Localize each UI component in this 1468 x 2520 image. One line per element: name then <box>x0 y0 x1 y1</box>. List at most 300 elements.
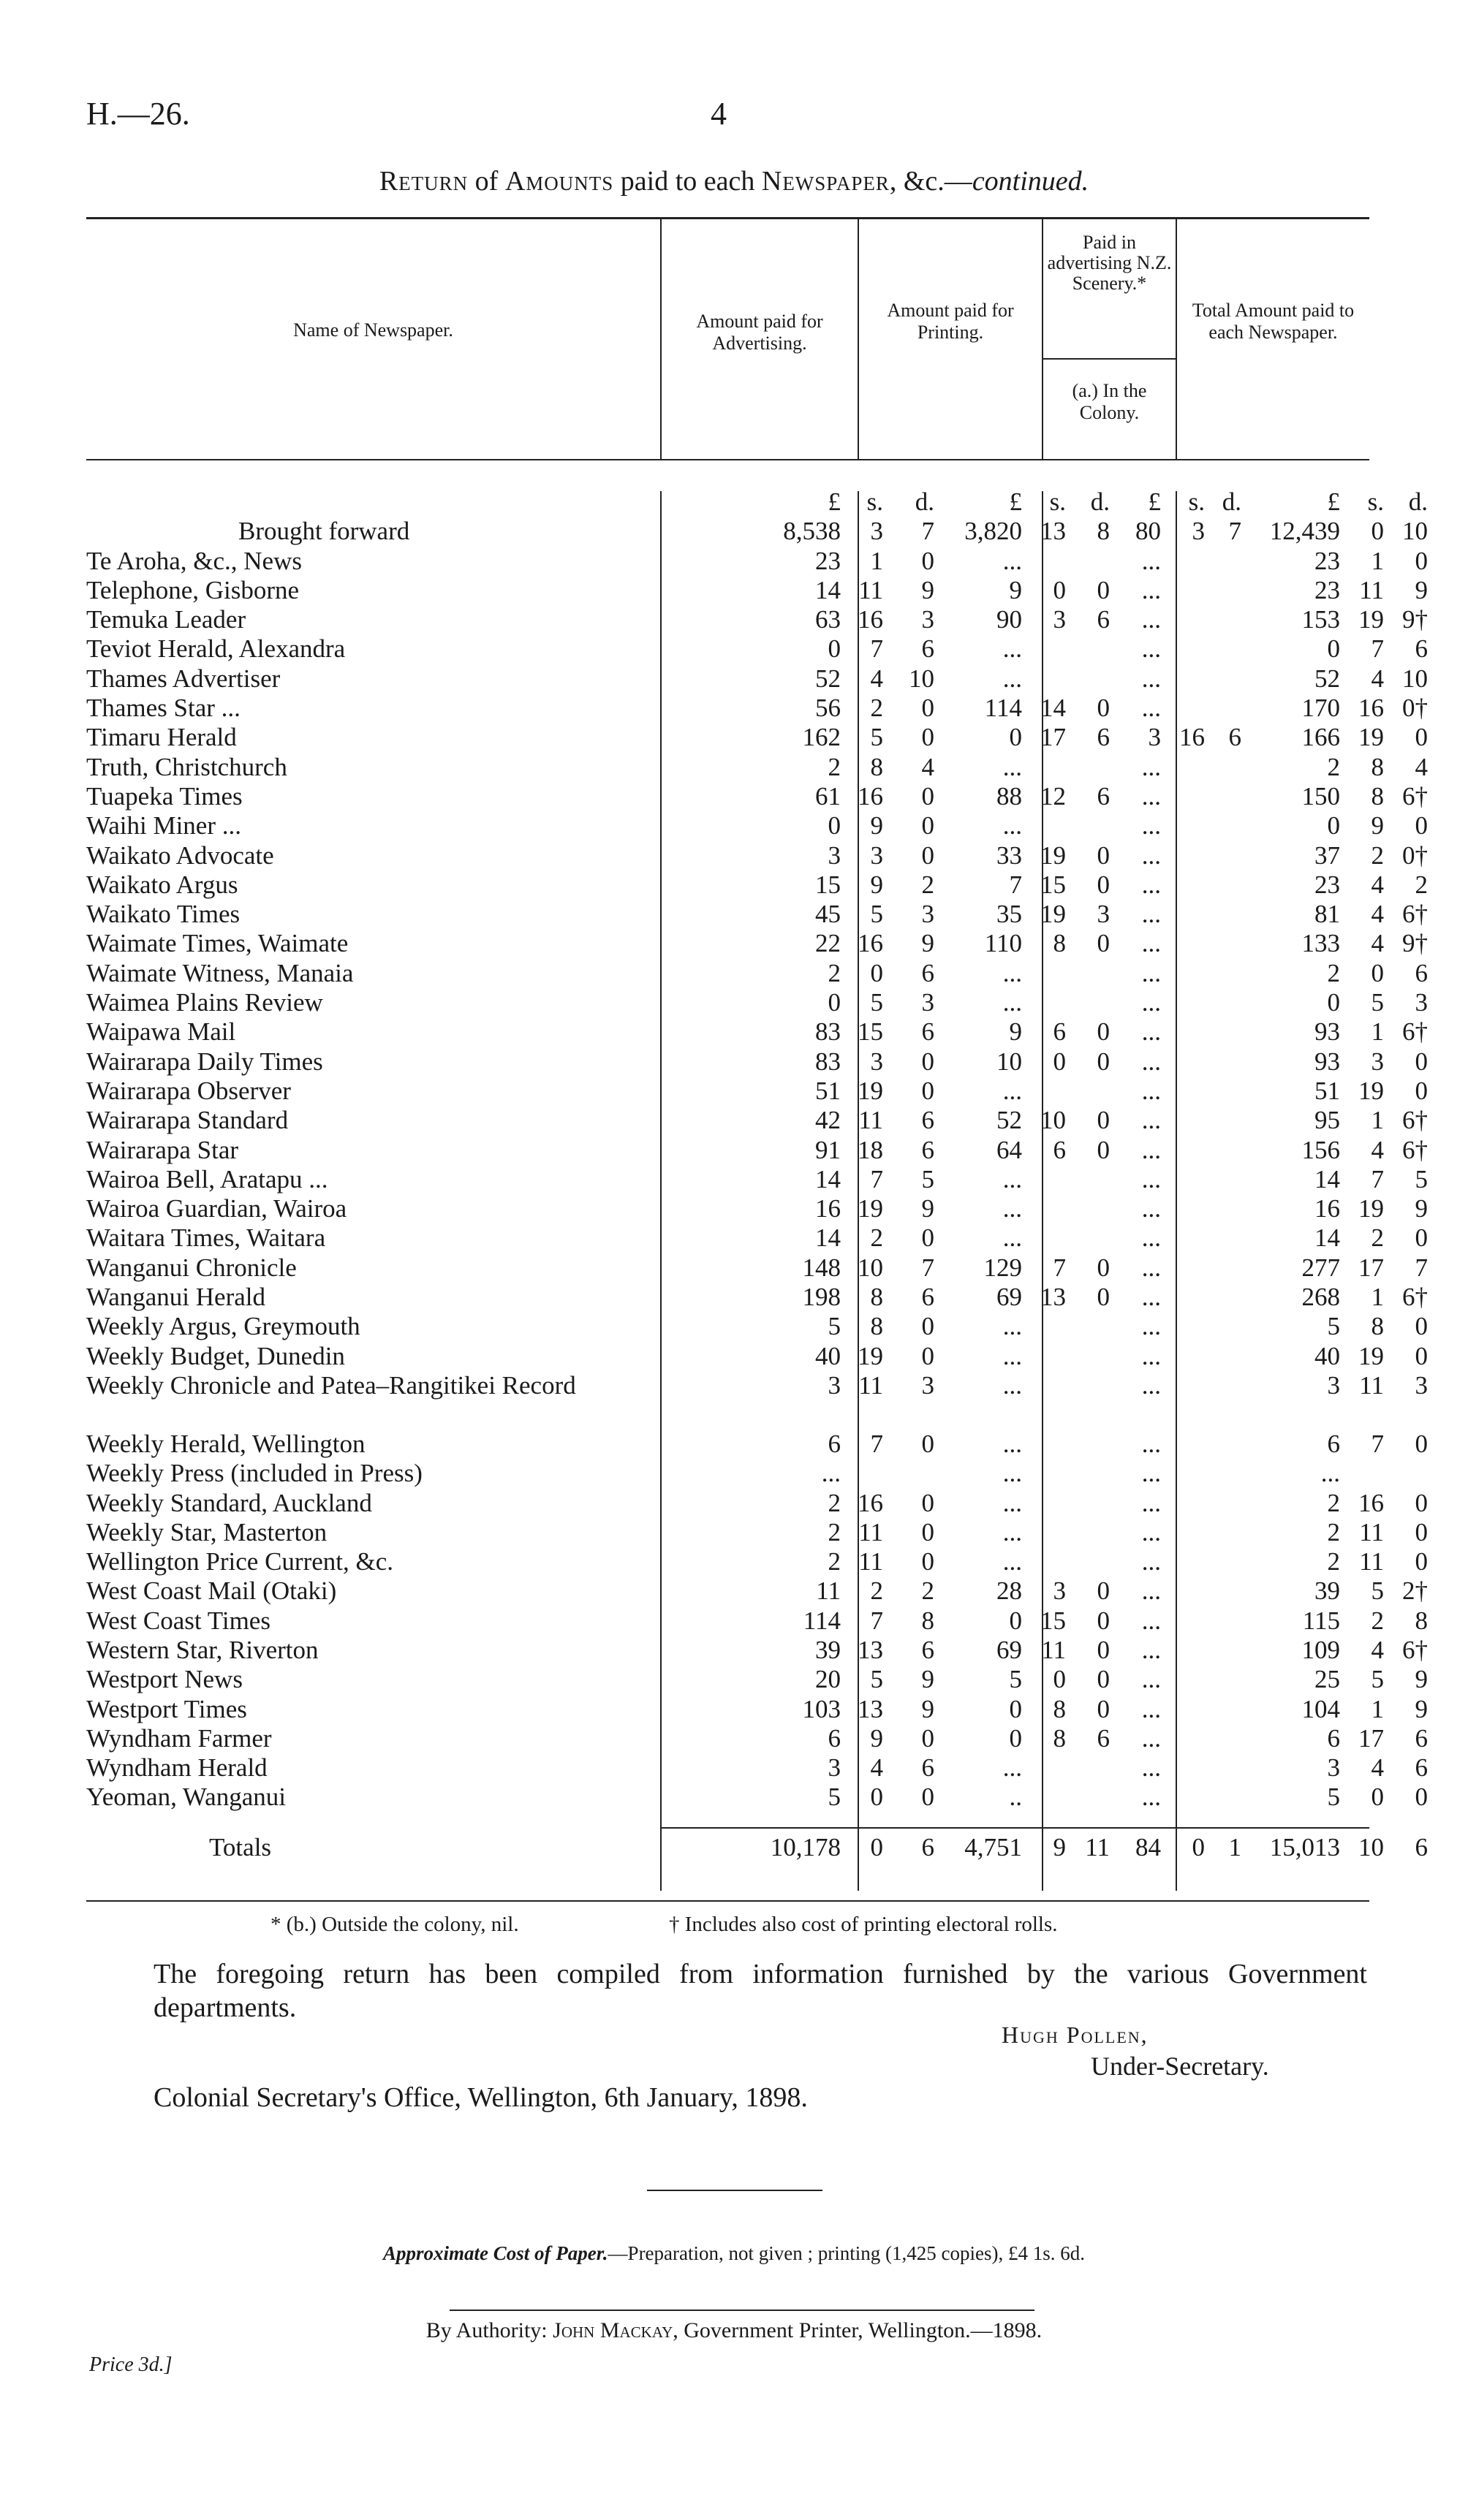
sc-value <box>1205 1253 1241 1283</box>
tot-value: 0 <box>1415 1517 1428 1546</box>
tot-value: 8 <box>1415 1606 1428 1635</box>
prt-value <box>1022 1077 1066 1106</box>
newspaper-name: Weekly Herald, Wellington <box>86 1429 366 1458</box>
newspaper-name: Waitara Times, Waitara <box>86 1223 326 1253</box>
prt-value: 0 <box>1097 840 1110 870</box>
adv-value: 1 <box>870 546 883 575</box>
authority-rule <box>450 2310 1034 2311</box>
tot-value: 95 <box>1314 1106 1340 1135</box>
table-bottom-rule <box>86 1900 1369 1902</box>
tot-value: 8 <box>1371 1312 1384 1341</box>
prt-value: 0 <box>1009 1723 1022 1753</box>
adv-value: 13 <box>858 1694 883 1723</box>
prt-value: 3 <box>1097 900 1110 929</box>
prt-value: 0 <box>1053 1047 1066 1076</box>
sc-value: ... <box>1141 634 1161 664</box>
sc-value <box>1205 1665 1241 1694</box>
adv-value: 6 <box>921 634 934 664</box>
tot-value: 4 <box>1415 752 1428 781</box>
prt-value: 0 <box>1097 1135 1110 1164</box>
sc-value <box>1161 1371 1205 1430</box>
table-row <box>86 1753 1428 1783</box>
tot-value: 2 <box>1327 752 1340 781</box>
table-row <box>86 1489 1428 1518</box>
tot-value: 5 <box>1371 1576 1384 1606</box>
tot-value: 0 <box>1327 811 1340 840</box>
prt-value <box>1066 753 1110 782</box>
prt-value: 14 <box>1040 694 1066 723</box>
table-row <box>86 1194 1428 1223</box>
table-row <box>86 1283 1428 1312</box>
tot-value: 17 <box>1358 1253 1384 1282</box>
authority-line <box>0 2318 1468 2343</box>
sc-value <box>1161 1547 1205 1576</box>
adv-value: 3 <box>828 840 841 870</box>
tot-value: 5 <box>1327 1783 1340 1812</box>
tot-value: 23 <box>1314 870 1340 899</box>
adv-value: 3 <box>828 1370 841 1400</box>
sc-value <box>1205 929 1241 958</box>
table-row <box>86 1665 1428 1694</box>
adv-value: 3 <box>870 1047 883 1076</box>
table-row <box>86 1017 1428 1047</box>
sc-value <box>1205 1606 1241 1636</box>
tot-value: 4 <box>1371 664 1384 693</box>
sc-value <box>1161 1106 1205 1135</box>
prt-value <box>1066 1753 1110 1783</box>
adv-value: 5 <box>921 1164 934 1193</box>
newspaper-name: Yeoman, Wanganui <box>86 1783 286 1812</box>
title-suffix: , &c.— <box>889 166 972 197</box>
adv-value: 11 <box>816 1576 841 1606</box>
adv-value: 114 <box>803 1606 841 1635</box>
newspaper-name: Westport News <box>86 1665 243 1694</box>
prt-value <box>1022 1518 1066 1547</box>
table-row <box>86 1371 1428 1430</box>
prt-value <box>1066 811 1110 840</box>
tot-value: 156 <box>1301 1135 1340 1164</box>
sc-value <box>1205 1165 1241 1194</box>
table-row <box>86 959 1428 988</box>
newspaper-name: Wanganui Herald <box>86 1283 265 1312</box>
prt-value: 0 <box>1097 1253 1110 1282</box>
adv-value: 91 <box>815 1135 841 1164</box>
newspaper-name: Weekly Chronicle and Patea–Rangitikei Record <box>86 1370 576 1400</box>
adv-value: 3 <box>921 988 934 1017</box>
adv-value: 6 <box>828 1723 841 1753</box>
sc-value <box>1161 1576 1205 1606</box>
prt-value: 0 <box>1097 1665 1110 1694</box>
adv-value: 7 <box>870 634 883 664</box>
sc-value <box>1161 1783 1205 1812</box>
prt-value <box>1066 664 1110 694</box>
prt-value <box>1022 1194 1066 1223</box>
tot-value: 0 <box>1415 811 1428 840</box>
tot-value: 4 <box>1371 870 1384 899</box>
sc-value <box>1161 782 1205 811</box>
tot-value: 3 <box>1415 988 1428 1017</box>
newspaper-name: Waihi Miner ... <box>86 811 241 840</box>
adv-value: 83 <box>815 1047 841 1076</box>
prt-value <box>1022 634 1066 664</box>
title-mid2: paid to each <box>613 166 762 197</box>
adv-value: 9 <box>921 1694 934 1723</box>
prt-value: 6 <box>1097 781 1110 811</box>
adv-value: 16 <box>815 1194 841 1223</box>
adv-value: 198 <box>802 1283 841 1312</box>
tot-value: 93 <box>1314 1017 1340 1047</box>
table-row <box>86 1430 1428 1459</box>
title-continued: continued. <box>972 166 1089 197</box>
sc-value <box>1161 929 1205 958</box>
prt-value: 0 <box>1097 929 1110 958</box>
authority-suffix: , Government Printer, Wellington.—1898. <box>673 2318 1043 2342</box>
tot-value: 17 <box>1358 1723 1384 1753</box>
newspaper-name: West Coast Times <box>86 1606 270 1635</box>
adv-value: 0 <box>921 1047 934 1076</box>
tot-value: 10 <box>1402 664 1428 693</box>
prt-value <box>1022 753 1066 782</box>
adv-value: 9 <box>870 811 883 840</box>
table-row <box>86 1636 1428 1665</box>
prt-value: 0 <box>1097 1106 1110 1135</box>
sc-value <box>1161 1194 1205 1223</box>
prt-value: 19 <box>1040 840 1066 870</box>
tot-value: 1 <box>1371 1106 1384 1135</box>
tot-value: 11 <box>1359 1517 1384 1546</box>
tot-value: 0 <box>1371 1783 1384 1812</box>
prt-value <box>1022 1547 1066 1576</box>
page-number: 4 <box>711 96 727 132</box>
tot-value: 1 <box>1371 1694 1384 1723</box>
adv-value: 7 <box>921 1253 934 1282</box>
sc-value <box>1161 1077 1205 1106</box>
table-row <box>86 547 1428 576</box>
sc-value: ... <box>1141 840 1161 870</box>
adv-value: 0 <box>921 1429 934 1458</box>
newspaper-name: Te Aroha, &c., News <box>86 546 302 575</box>
tot-value: 0† <box>1402 694 1428 723</box>
adv-value: 19 <box>858 1076 883 1105</box>
prt-value: 0 <box>1097 575 1110 604</box>
adv-value: 4 <box>921 752 934 781</box>
tot-value: 6† <box>1402 1017 1428 1047</box>
adv-value <box>841 1459 883 1488</box>
tot-value <box>1340 1459 1384 1488</box>
adv-value: 3 <box>921 605 934 634</box>
prt-value <box>1066 1518 1110 1547</box>
adv-value: 39 <box>815 1635 841 1664</box>
adv-value: 19 <box>858 1341 883 1370</box>
tot-value: ... <box>1320 1459 1340 1488</box>
tot-value: 19 <box>1358 1076 1384 1105</box>
prt-value: 90 <box>996 605 1022 634</box>
tot-value: 5 <box>1371 988 1384 1017</box>
sc-value <box>1205 1753 1241 1783</box>
adv-value: 51 <box>815 1076 841 1105</box>
sc-value: ... <box>1141 929 1161 958</box>
tot-value: 0 <box>1415 1547 1428 1576</box>
tot-value: 0 <box>1415 1047 1428 1076</box>
prt-value <box>1022 1783 1066 1812</box>
table-row <box>86 782 1428 811</box>
sc-value <box>1161 1253 1205 1283</box>
adv-value: 4 <box>870 1753 883 1783</box>
prt-value <box>1066 1077 1110 1106</box>
newspaper-name: Waimate Times, Waimate <box>86 929 349 958</box>
adv-value: 2 <box>828 1547 841 1576</box>
sc-value: ... <box>1141 1723 1161 1753</box>
sc-value <box>1205 811 1241 840</box>
table-row <box>86 634 1428 664</box>
adv-value: 3 <box>921 1370 934 1400</box>
table-row <box>86 517 1428 546</box>
adv-value: 2 <box>828 1488 841 1517</box>
sc-value <box>1161 694 1205 723</box>
sc-value <box>1161 664 1205 694</box>
prt-value <box>1022 1459 1066 1488</box>
sc-value <box>1205 1783 1241 1812</box>
adv-value: 0 <box>828 811 841 840</box>
table-row <box>86 841 1428 870</box>
adv-value: 0 <box>870 1832 883 1861</box>
sc-value <box>1161 753 1205 782</box>
tot-currency-s: s. <box>1367 487 1384 516</box>
header-scenery-sub: (a.) In the Colony. <box>1072 380 1147 423</box>
footnote-outside-colony: * (b.) Outside the colony, nil. <box>270 1913 519 1936</box>
adv-value: 7 <box>870 1606 883 1635</box>
prt-value: 52 <box>996 1106 1022 1135</box>
table-row <box>86 576 1428 605</box>
adv-value: 11 <box>858 1370 883 1400</box>
title-prefix: Return <box>379 166 469 197</box>
prt-value: 0 <box>1097 1576 1110 1606</box>
adv-value: 13 <box>858 1635 883 1664</box>
sc-value <box>1205 1695 1241 1724</box>
sc-value: ... <box>1141 1283 1161 1312</box>
prt-value: ... <box>1002 1517 1022 1546</box>
prt-value <box>1066 1342 1110 1371</box>
sc-value <box>1161 1636 1205 1665</box>
adv-value: 0 <box>921 1312 934 1341</box>
table-row <box>86 1724 1428 1753</box>
prt-value: 17 <box>1040 723 1066 752</box>
adv-value: 162 <box>802 723 841 752</box>
adv-value: ... <box>821 1459 841 1488</box>
prt-value: 3 <box>1053 605 1066 634</box>
prt-value: 69 <box>996 1635 1022 1664</box>
prt-value: .. <box>1009 1783 1022 1812</box>
prt-value: 0 <box>1009 723 1022 752</box>
tot-value: 0 <box>1415 1783 1428 1812</box>
sc-value: 3 <box>1148 723 1161 752</box>
sc-value: 0 <box>1192 1832 1205 1861</box>
adv-value: 45 <box>815 900 841 929</box>
adv-value: 6 <box>828 1429 841 1458</box>
tot-value: 9 <box>1415 1694 1428 1723</box>
adv-value: 18 <box>858 1135 883 1164</box>
prt-value <box>1066 1194 1110 1223</box>
adv-value: 2 <box>828 958 841 987</box>
adv-value: 6 <box>921 1283 934 1312</box>
adv-value: 10,178 <box>770 1832 841 1861</box>
adv-value: 103 <box>802 1694 841 1723</box>
table-row <box>86 900 1428 929</box>
adv-value: 6 <box>921 1832 934 1861</box>
tot-value: 93 <box>1314 1047 1340 1076</box>
tot-value: 2 <box>1371 1223 1384 1253</box>
tot-value: 7 <box>1371 1164 1384 1193</box>
adv-value: 11 <box>858 1517 883 1546</box>
adv-value: 6 <box>921 1753 934 1783</box>
adv-value: 14 <box>815 575 841 604</box>
tot-value: 104 <box>1301 1694 1340 1723</box>
table-row <box>86 1136 1428 1165</box>
prt-value: 0 <box>1097 1694 1110 1723</box>
prt-value <box>1066 1223 1110 1253</box>
adv-value: 5 <box>828 1312 841 1341</box>
prt-value: 0 <box>1009 1694 1022 1723</box>
adv-value: 0 <box>921 811 934 840</box>
adv-value: 22 <box>815 929 841 958</box>
adv-value: 2 <box>870 1223 883 1253</box>
sc-value <box>1161 841 1205 870</box>
adv-value: 2 <box>921 870 934 899</box>
adv-value: 2 <box>870 1576 883 1606</box>
tot-value: 6† <box>1402 1135 1428 1164</box>
prt-value: 0 <box>1097 1635 1110 1664</box>
sc-value <box>1161 1047 1205 1077</box>
table-row <box>86 1459 1428 1488</box>
adv-value: 3 <box>828 1753 841 1783</box>
newspaper-name: Waimea Plains Review <box>86 988 323 1017</box>
sc-value: 7 <box>1228 517 1241 546</box>
tot-value <box>1384 1459 1428 1488</box>
adv-value: 6 <box>921 1106 934 1135</box>
prt-value: 5 <box>1009 1665 1022 1694</box>
prt-value <box>1022 1165 1066 1194</box>
adv-value <box>883 1459 934 1488</box>
sc-value <box>1205 1371 1241 1430</box>
tot-value: 109 <box>1301 1635 1340 1664</box>
tot-value: 0 <box>1415 1341 1428 1370</box>
table-row <box>86 1695 1428 1724</box>
newspaper-name: Weekly Star, Masterton <box>86 1517 328 1546</box>
adv-value: 42 <box>815 1106 841 1135</box>
adv-value: 16 <box>858 1488 883 1517</box>
prt-value: 0 <box>1097 1017 1110 1047</box>
tot-value: 4 <box>1371 1135 1384 1164</box>
adv-value: 5 <box>828 1783 841 1812</box>
tot-value: 10 <box>1402 517 1428 546</box>
adv-value: 5 <box>870 1665 883 1694</box>
prt-value <box>1066 634 1110 664</box>
adv-value: 52 <box>815 664 841 693</box>
sc-value: ... <box>1141 752 1161 781</box>
prt-value: 4,751 <box>964 1832 1022 1861</box>
newspaper-name: Waikato Argus <box>86 870 238 899</box>
prt-value: ... <box>1002 958 1022 987</box>
price: Price 3d.] <box>89 2353 173 2376</box>
newspaper-name: Wellington Price Current, &c. <box>86 1547 393 1576</box>
tot-value: 40 <box>1314 1341 1340 1370</box>
footnote-electoral-rolls: † Includes also cost of printing electoral rolls. <box>669 1913 1058 1936</box>
prt-value <box>1022 811 1066 840</box>
sc-value <box>1161 1724 1205 1753</box>
tot-value: 0 <box>1415 1312 1428 1341</box>
adv-value: 0 <box>921 840 934 870</box>
prt-value <box>1066 1459 1110 1488</box>
tot-value: 0 <box>1415 1076 1428 1105</box>
sc-value <box>1161 988 1205 1017</box>
adv-value: 2 <box>870 694 883 723</box>
adv-value: 0 <box>921 546 934 575</box>
newspaper-name: Wairarapa Daily Times <box>86 1047 323 1076</box>
sc-value <box>1161 1017 1205 1047</box>
tot-value: 4 <box>1371 929 1384 958</box>
prt-value: 6 <box>1097 1723 1110 1753</box>
sc-value: ... <box>1141 988 1161 1017</box>
adv-value: 5 <box>870 723 883 752</box>
prt-value: ... <box>1002 988 1022 1017</box>
adv-value: 0 <box>828 634 841 664</box>
prt-value <box>1022 1312 1066 1341</box>
office-line: Colonial Secretary's Office, Wellington, 6th January, 1898. <box>154 2082 808 2113</box>
sc-value: ... <box>1141 1370 1161 1400</box>
sc-value: ... <box>1141 1517 1161 1546</box>
prt-value: 33 <box>996 840 1022 870</box>
tot-value: 5 <box>1371 1665 1384 1694</box>
adv-value: 7 <box>870 1164 883 1193</box>
signature-title: Under-Secretary. <box>1091 2052 1269 2081</box>
sc-value: 6 <box>1228 723 1241 752</box>
sc-value: ... <box>1141 1753 1161 1783</box>
prt-value: 15 <box>1040 870 1066 899</box>
tot-value: 2 <box>1327 1517 1340 1546</box>
tot-value: 2 <box>1327 1547 1340 1576</box>
adv-value: 9 <box>870 1723 883 1753</box>
tot-value: 6 <box>1415 1723 1428 1753</box>
prt-value: ... <box>1002 1370 1022 1400</box>
table-row <box>86 1106 1428 1135</box>
adv-value: 9 <box>921 1665 934 1694</box>
newspaper-name: Wairarapa Observer <box>86 1076 291 1105</box>
adv-value: 6 <box>921 1135 934 1164</box>
tot-value: 2 <box>1327 958 1340 987</box>
table-row <box>86 811 1428 840</box>
adv-value: 14 <box>815 1164 841 1193</box>
prt-value: ... <box>1002 1194 1022 1223</box>
adv-value: 8 <box>921 1606 934 1635</box>
newspaper-name: Truth, Christchurch <box>86 752 287 781</box>
tot-value: 39 <box>1314 1576 1340 1606</box>
prt-value <box>1066 1547 1110 1576</box>
sc-value <box>1205 988 1241 1017</box>
sc-currency-pound: £ <box>1148 487 1161 516</box>
adv-value: 0 <box>921 694 934 723</box>
paper-cost <box>0 2242 1468 2265</box>
prt-value: 8 <box>1097 517 1110 546</box>
newspaper-name: Weekly Budget, Dunedin <box>86 1341 345 1370</box>
prt-value: 9 <box>1053 1832 1066 1861</box>
sc-value <box>1205 1430 1241 1459</box>
prt-value: 6 <box>1097 605 1110 634</box>
tot-value: 8 <box>1371 752 1384 781</box>
adv-currency-d: d. <box>915 487 934 516</box>
sc-value: ... <box>1141 1635 1161 1664</box>
table-row <box>86 1576 1428 1606</box>
tot-value: 0 <box>1415 546 1428 575</box>
